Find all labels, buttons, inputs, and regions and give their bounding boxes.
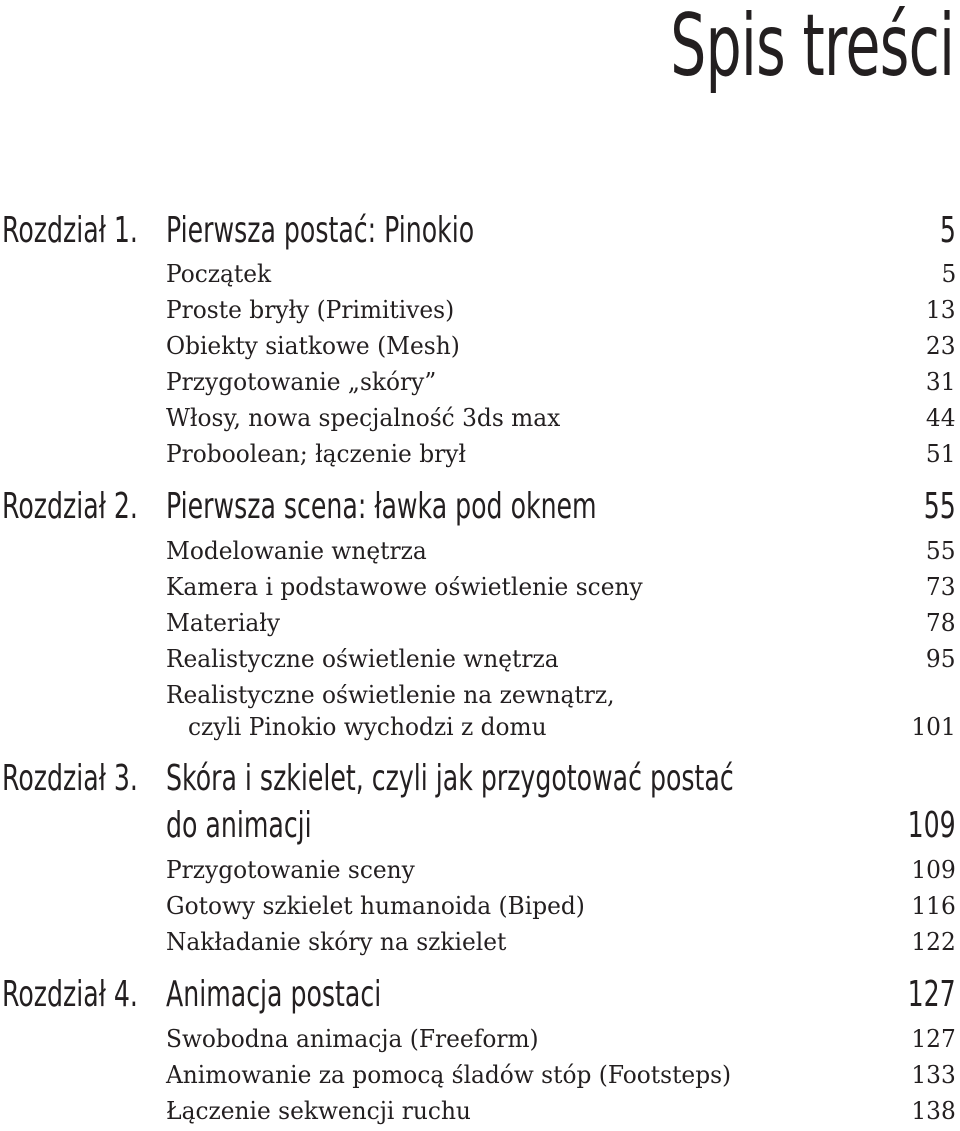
entry-title[interactable]: Przygotowanie sceny [166, 856, 415, 884]
chapter-page: 55 [923, 486, 956, 527]
entry-title[interactable]: Obiekty siatkowe (Mesh) [166, 332, 460, 360]
page-title: Spis treści [670, 0, 954, 96]
entry-title[interactable]: Nakładanie skóry na szkielet [166, 928, 507, 956]
chapter-label: Rozdział 4. [2, 974, 138, 1015]
entry-page: 55 [926, 537, 956, 565]
chapter-label: Rozdział 2. [2, 486, 138, 527]
entry-title[interactable]: Animowanie za pomocą śladów stóp (Footsteps) [166, 1061, 732, 1089]
entry-page: 122 [911, 928, 956, 956]
chapter-title[interactable]: Animacja postaci [166, 974, 382, 1015]
chapter-page: 5 [939, 210, 956, 251]
entry-title[interactable]: Realistyczne oświetlenie na zewnątrz, [166, 681, 615, 709]
entry-title[interactable]: Proste bryły (Primitives) [166, 296, 455, 324]
entry-page: 95 [926, 645, 956, 673]
entry-page: 31 [926, 368, 956, 396]
entry-page: 23 [926, 332, 956, 360]
entry-title[interactable]: Modelowanie wnętrza [166, 537, 427, 565]
entry-title[interactable]: Materiały [166, 609, 281, 637]
entry-page: 73 [926, 573, 956, 601]
entry-title[interactable]: Proboolean; łączenie brył [166, 440, 466, 468]
chapter-page: 127 [907, 974, 956, 1015]
entry-page: 116 [911, 892, 956, 920]
entry-page: 109 [911, 856, 956, 884]
entry-title[interactable]: Kamera i podstawowe oświetlenie sceny [166, 573, 643, 601]
entry-title[interactable]: Realistyczne oświetlenie wnętrza [166, 645, 559, 673]
entry-page: 44 [926, 404, 956, 432]
entry-title[interactable]: Łączenie sekwencji ruchu [166, 1097, 471, 1125]
chapter-title-continued[interactable]: do animacji [166, 805, 312, 846]
chapter-title[interactable]: Pierwsza postać: Pinokio [166, 210, 475, 251]
entry-page: 138 [911, 1097, 956, 1125]
entry-page: 133 [911, 1061, 956, 1089]
entry-title[interactable]: Gotowy szkielet humanoida (Biped) [166, 892, 585, 920]
chapter-page: 109 [907, 805, 956, 846]
chapter-label: Rozdział 3. [2, 758, 138, 799]
entry-page: 13 [926, 296, 956, 324]
entry-page: 101 [911, 713, 956, 741]
entry-title[interactable]: Przygotowanie „skóry” [166, 368, 437, 396]
entry-title[interactable]: Swobodna animacja (Freeform) [166, 1025, 539, 1053]
chapter-title[interactable]: Skóra i szkielet, czyli jak przygotować postać [166, 758, 734, 799]
entry-page: 127 [911, 1025, 956, 1053]
chapter-label: Rozdział 1. [2, 210, 138, 251]
entry-page: 5 [941, 260, 956, 288]
chapter-title[interactable]: Pierwsza scena: ławka pod oknem [166, 486, 597, 527]
entry-page: 51 [926, 440, 956, 468]
entry-title-continued[interactable]: czyli Pinokio wychodzi z domu [188, 713, 547, 741]
entry-page: 78 [926, 609, 956, 637]
entry-title[interactable]: Początek [166, 260, 272, 288]
entry-title[interactable]: Włosy, nowa specjalność 3ds max [166, 404, 561, 432]
